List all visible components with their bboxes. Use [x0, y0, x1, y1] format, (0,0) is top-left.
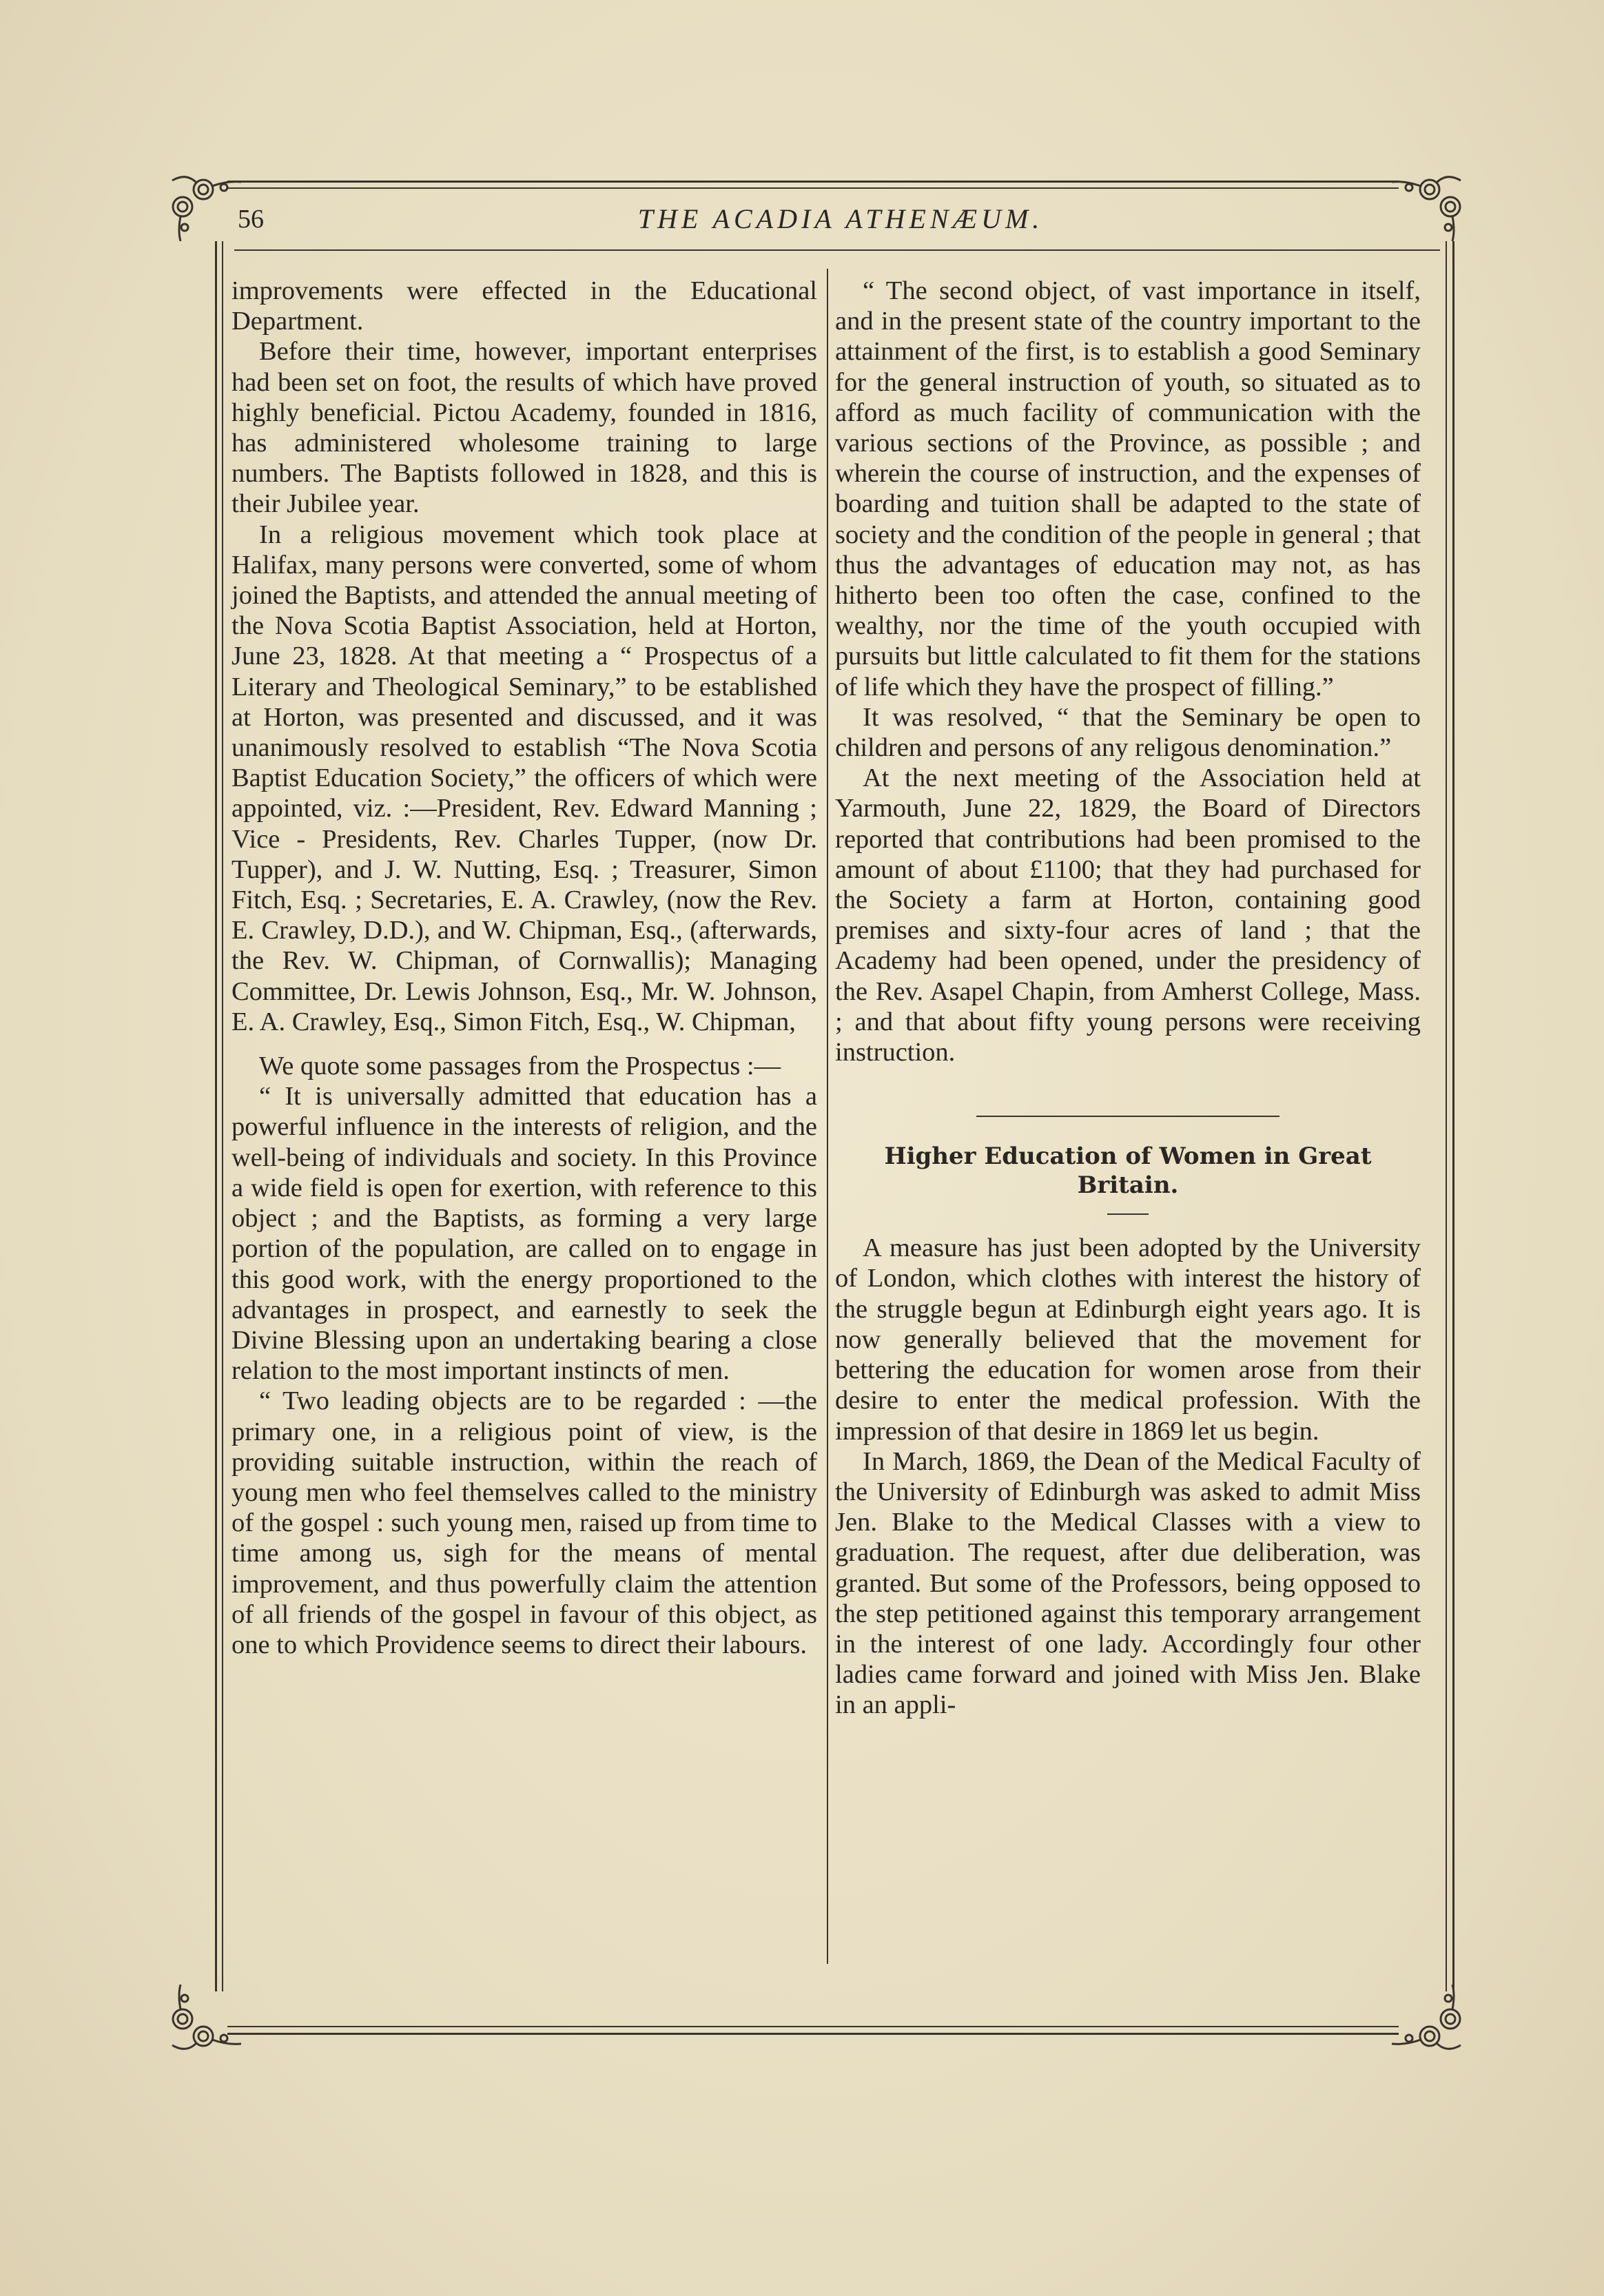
- frame-left-rule-inner: [222, 241, 223, 1991]
- corner-scroll-ornament-icon: [165, 165, 241, 241]
- paragraph: improvements were effected in the Educational Department.: [232, 276, 817, 336]
- column-divider: [827, 269, 828, 1964]
- frame-right-rule: [1452, 241, 1454, 1991]
- section-divider: [976, 1116, 1279, 1117]
- paragraph: “ It is universally admitted that education has a powerful influence in the interests of religion, and the well-being of individuals and society. In this Province a wide field is open for exertion, with reference to this object ; and the Baptists, as forming a very large portion of the population, are called on to engage in this good work, with the energy proportioned to the advantages in prospect, and earnestly to seek the Divine Blessing upon an undertaking bearing a close relation to the most important instincts of men.: [232, 1082, 817, 1386]
- section-heading: Higher Education of Women in Great Britain.: [884, 1142, 1372, 1200]
- frame-top-rule: [227, 181, 1399, 183]
- right-column: [835, 276, 1421, 1721]
- frame-left-rule: [215, 241, 217, 1991]
- paragraph: We quote some passages from the Prospectus :—: [259, 1052, 781, 1081]
- paragraph: A measure has just been adopted by the University of London, which clothes with interest the history of the struggle begun at Edinburgh eight years ago. It is now generally believed that the movement for bettering the education for women arose from their desire to enter the medical profession. With the impression of that desire in 1869 let us begin.: [835, 1233, 1421, 1446]
- corner-scroll-ornament-icon: [1392, 1985, 1468, 2060]
- paragraph: It was resolved, “ that the Seminary be open to children and persons of any religous denomination.”: [835, 702, 1421, 763]
- left-column: [232, 276, 817, 1660]
- frame-bottom-rule-inner: [227, 2026, 1399, 2027]
- frame-top-rule-inner: [227, 187, 1399, 189]
- page-number: 56: [238, 205, 264, 234]
- paragraph: “ Two leading objects are to be regarded : —the primary one, in a religious point of view, is the providing suitable instruction, within the reach of young men who feel themselves called to the ministry of the gospel : such young men, raised up from time to time among us, sigh for the means of mental improvement, and thus powerfully claim the attention of all friends of the gospel in favour of this object, as one to which Providence seems to direct their labours.: [232, 1386, 817, 1659]
- header-rule: [234, 249, 1440, 251]
- frame-bottom-rule: [227, 2033, 1399, 2035]
- paragraph: “ The second object, of vast importance in itself, and in the present state of the country important to the attainment of the first, is to establish a good Seminary for the general instruction of youth, so situated as to afford as much facility of communication with the various sections of the Province, as possible ; and wherein the course of instruction, and the expenses of boarding and tuition shall be adapted to the state of society and the condition of the people in general ; that thus the advantages of education may not, as has hitherto been too often the case, confined to the wealthy, nor the time of the youth occupied with pursuits but little calculated to fit them for the stations of life which they have the prospect of filling.”: [835, 276, 1421, 701]
- heading-dash: [1107, 1213, 1149, 1215]
- paragraph: In a religious movement which took place at Halifax, many persons were converted, some of whom joined the Baptists, and attended the annual meeting of the Nova Scotia Baptist Association, held at Horton, June 23, 1828. At that meeting a “ Prospectus of a Literary and Theological Seminary,” to be established at Horton, was presented and discussed, and it was unanimously resolved to establish “The Nova Scotia Baptist Education Society,” the officers of which were appointed, viz. :—President, Rev. Edward Manning ; Vice - Presidents, Rev. Charles Tupper, (now Dr. Tupper), and J. W. Nutting, Esq. ; Treasurer, Simon Fitch, Esq. ; Secretaries, E. A. Crawley, (now the Rev. E. Crawley, D.D.), and W. Chipman, Esq., (afterwards, the Rev. W. Chipman, of Cornwallis); Managing Committee, Dr. Lewis Johnson, Esq., Mr. W. Johnson, E. A. Crawley, Esq., Simon Fitch, Esq., W. Chipman,: [232, 520, 817, 1036]
- running-title: THE ACADIA ATHENÆUM.: [637, 203, 1044, 234]
- paragraph: In March, 1869, the Dean of the Medical Faculty of the University of Edinburgh was asked to admit Miss Jen. Blake to the Medical Classes with a view to graduation. The request, after due deliberation, was granted. But some of the Professors, being opposed to the step petitioned against this temporary arrangement in the interest of one lady. Accordingly four other ladies came forward and joined with Miss Jen. Blake in an appli-: [835, 1446, 1421, 1720]
- frame-right-rule-inner: [1446, 241, 1447, 1991]
- corner-scroll-ornament-icon: [165, 1985, 241, 2060]
- page-header: [238, 200, 1443, 241]
- paragraph: Before their time, however, important enterprises had been set on foot, the results of which have proved highly beneficial. Pictou Academy, founded in 1816, has administered wholesome training to large numbers. The Baptists followed in 1828, and this is their Jubilee year.: [232, 337, 817, 519]
- paragraph: At the next meeting of the Association held at Yarmouth, June 22, 1829, the Board of Directors reported that contributions had been promised to the amount of about £1100; that they had purchased for the Society a farm at Horton, containing good premises and sixty-four acres of land ; that the Academy had been opened, under the presidency of the Rev. Asapel Chapin, from Amherst College, Mass. ; and that about fifty young persons were receiving instruction.: [835, 763, 1421, 1067]
